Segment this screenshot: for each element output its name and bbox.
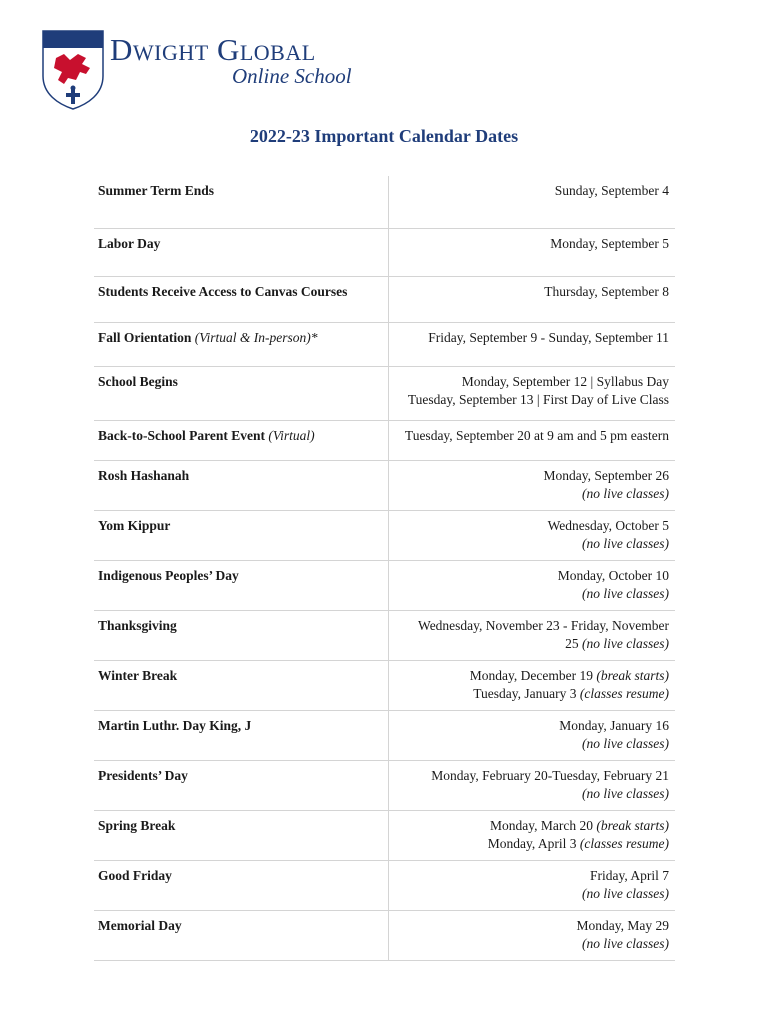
event-name <box>94 276 389 322</box>
date-line <box>393 585 669 603</box>
date-line <box>393 467 669 485</box>
date-line <box>393 182 669 200</box>
shield-crest-icon <box>42 30 104 110</box>
event-name <box>94 460 389 510</box>
event-name <box>94 660 389 710</box>
event-name <box>94 420 389 460</box>
date-text: Monday, January 16 <box>559 717 669 733</box>
event-label: Rosh Hashanah <box>98 467 190 483</box>
date-line <box>393 427 669 445</box>
date-text: Monday, May 29 <box>576 917 669 933</box>
calendar-row <box>94 322 675 366</box>
calendar-row <box>94 810 675 860</box>
event-date <box>389 610 676 660</box>
date-line <box>393 373 669 391</box>
event-note: (Virtual) <box>268 427 315 443</box>
school-logo <box>42 30 382 110</box>
date-line <box>393 917 669 935</box>
event-name <box>94 760 389 810</box>
event-date <box>389 860 676 910</box>
date-note: (no live classes) <box>582 735 669 751</box>
date-text: Friday, April 7 <box>590 867 669 883</box>
event-date <box>389 228 676 276</box>
brand-name: Dwight Global <box>110 32 316 67</box>
date-line <box>393 735 669 753</box>
date-line <box>393 935 669 953</box>
date-line <box>393 835 669 853</box>
event-label: Spring Break <box>98 817 176 833</box>
page-title: 2022-23 Important Calendar Dates <box>249 126 519 146</box>
event-name <box>94 322 389 366</box>
event-name <box>94 860 389 910</box>
event-label: Good Friday <box>98 867 172 883</box>
calendar-row <box>94 860 675 910</box>
date-line <box>393 635 669 653</box>
date-note: (no live classes) <box>582 635 669 651</box>
date-line <box>393 617 669 635</box>
date-line <box>393 767 669 785</box>
calendar-row <box>94 760 675 810</box>
date-text: Monday, September 5 <box>550 235 669 251</box>
event-name <box>94 910 389 960</box>
date-text: Monday, October 10 <box>557 567 669 583</box>
calendar-row <box>94 420 675 460</box>
date-line <box>393 817 669 835</box>
event-name <box>94 560 389 610</box>
event-date <box>389 366 676 420</box>
date-text: Tuesday, September 13 | First Day of Live Class <box>407 391 669 407</box>
event-date <box>389 810 676 860</box>
date-text: Monday, March 20 <box>490 817 597 833</box>
date-line <box>393 517 669 535</box>
calendar-row <box>94 366 675 420</box>
event-date <box>389 176 676 228</box>
date-line <box>393 785 669 803</box>
date-text: Monday, February 20-Tuesday, February 21 <box>431 767 669 783</box>
event-date <box>389 460 676 510</box>
calendar-row <box>94 910 675 960</box>
date-text: Tuesday, January 3 <box>473 685 580 701</box>
date-note: (no live classes) <box>582 585 669 601</box>
event-name <box>94 710 389 760</box>
event-date <box>389 560 676 610</box>
date-note: (no live classes) <box>582 535 669 551</box>
date-note: (break starts) <box>596 817 669 833</box>
event-label: Winter Break <box>98 667 178 683</box>
event-date <box>389 760 676 810</box>
calendar-row <box>94 660 675 710</box>
event-label: Memorial Day <box>98 917 182 933</box>
date-note: (no live classes) <box>582 885 669 901</box>
event-note: (Virtual & In-person)* <box>194 329 318 345</box>
date-line <box>393 685 669 703</box>
event-label: Presidents’ Day <box>98 767 188 783</box>
date-line <box>393 235 669 253</box>
event-date <box>389 910 676 960</box>
date-text: Sunday, September 4 <box>554 183 669 198</box>
date-line <box>393 717 669 735</box>
date-note: (break starts) <box>596 667 669 683</box>
event-name <box>94 366 389 420</box>
calendar-row <box>94 710 675 760</box>
date-note: (no live classes) <box>582 485 669 501</box>
event-label: Indigenous Peoples’ Day <box>98 567 239 583</box>
brand-subtitle: Online School <box>232 64 352 88</box>
date-line <box>393 667 669 685</box>
event-date <box>389 660 676 710</box>
date-line <box>393 885 669 903</box>
date-text: Monday, December 19 <box>469 667 597 683</box>
calendar-row <box>94 228 675 276</box>
date-note: (no live classes) <box>582 935 669 951</box>
event-label: Students Receive Access to Canvas Courses <box>98 283 348 299</box>
date-note: (classes resume) <box>579 685 669 701</box>
event-date <box>389 510 676 560</box>
event-name <box>94 228 389 276</box>
event-label: Labor Day <box>98 235 161 251</box>
event-label: Back-to-School Parent Event <box>98 427 265 443</box>
date-text: Friday, September 9 - Sunday, September 11 <box>428 329 669 345</box>
date-note: (no live classes) <box>582 785 669 801</box>
date-line <box>393 283 669 301</box>
event-label: Yom Kippur <box>98 517 171 533</box>
date-note: (classes resume) <box>579 835 669 851</box>
date-line <box>393 329 669 347</box>
date-line <box>393 391 669 409</box>
calendar-row <box>94 176 675 228</box>
date-line <box>393 485 669 503</box>
date-text: Thursday, September 8 <box>544 283 669 299</box>
event-date <box>389 420 676 460</box>
event-date <box>389 276 676 322</box>
date-text: Monday, September 26 <box>543 467 669 483</box>
event-date <box>389 710 676 760</box>
date-text: Wednesday, October 5 <box>547 517 669 533</box>
event-date <box>389 322 676 366</box>
date-text: Monday, April 3 <box>487 835 580 851</box>
event-name <box>94 610 389 660</box>
date-line <box>393 567 669 585</box>
event-label: Summer Term Ends <box>98 183 215 198</box>
date-line <box>393 535 669 553</box>
event-name <box>94 510 389 560</box>
event-name <box>94 810 389 860</box>
event-label: Fall Orientation <box>98 329 192 345</box>
calendar-row <box>94 460 675 510</box>
calendar-row <box>94 276 675 322</box>
event-label: School Begins <box>98 373 178 389</box>
date-text: 25 <box>565 635 583 651</box>
date-text: Tuesday, September 20 at 9 am and 5 pm eastern <box>404 427 669 443</box>
event-label: Martin Luthr. Day King, J <box>98 717 252 733</box>
date-line <box>393 867 669 885</box>
date-text: Wednesday, November 23 - Friday, November <box>418 617 669 633</box>
calendar-table <box>94 176 675 961</box>
calendar-row <box>94 610 675 660</box>
calendar-row <box>94 510 675 560</box>
date-text: Monday, September 12 | Syllabus Day <box>461 373 669 389</box>
event-name <box>94 176 389 228</box>
calendar-row <box>94 560 675 610</box>
event-label: Thanksgiving <box>98 617 177 633</box>
